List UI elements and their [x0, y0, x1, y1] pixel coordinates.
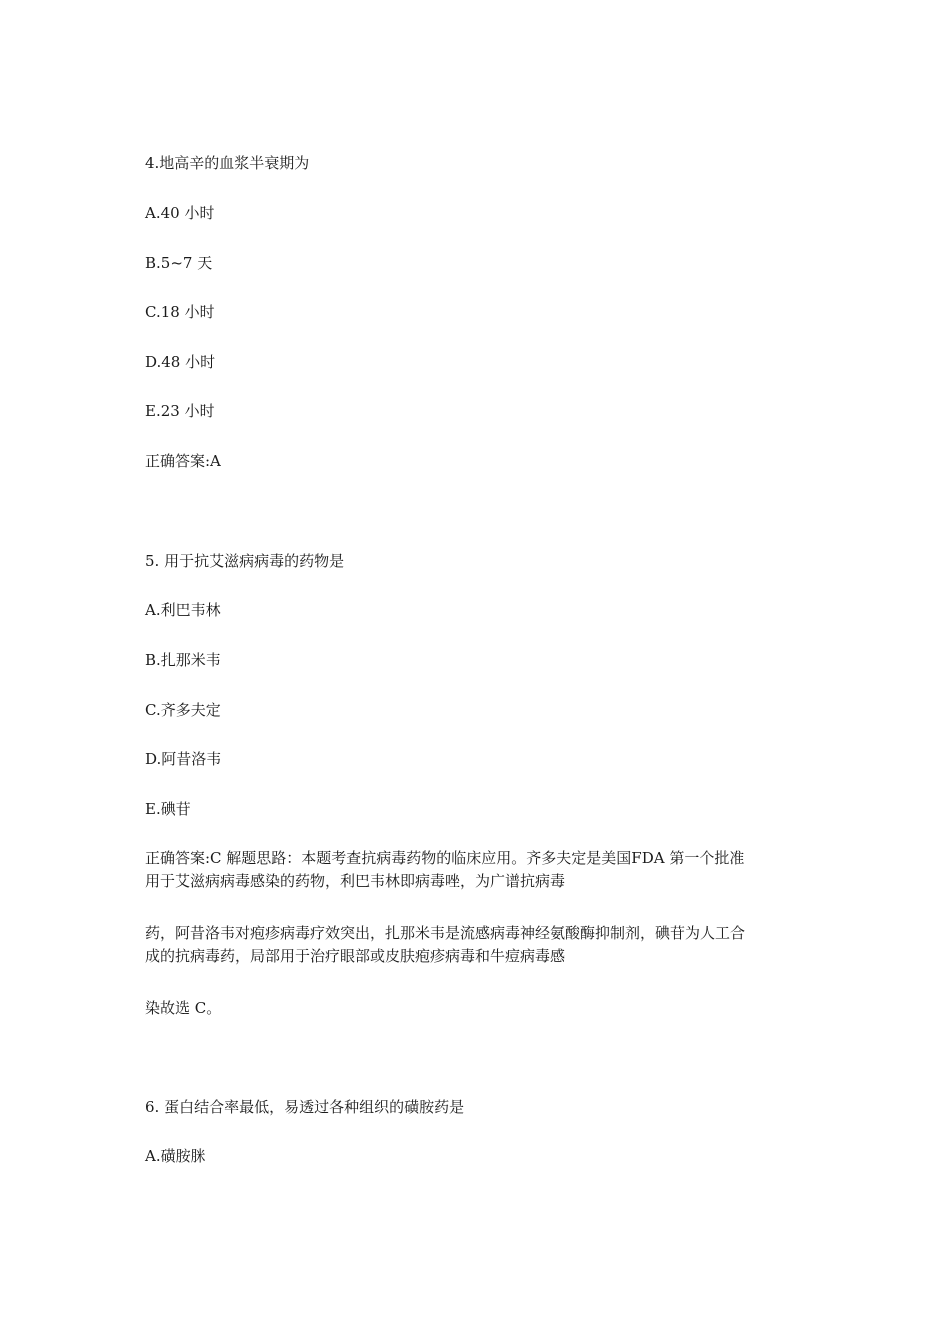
answer-line: 用于艾滋病病毒感染的药物，利巴韦林即病毒唑，为广谱抗病毒 [145, 872, 566, 890]
question-5-stem: 5. 用于抗艾滋病病毒的药物是 [145, 552, 345, 570]
question-5-option-a: A.利巴韦林 [145, 601, 221, 619]
question-5-option-b: B.扎那米韦 [145, 651, 221, 669]
question-6-option-a: A.磺胺脒 [145, 1147, 206, 1165]
question-4-option-e: E.23 小时 [145, 402, 215, 420]
question-6-stem: 6. 蛋白结合率最低，易透过各种组织的磺胺药是 [145, 1098, 465, 1116]
question-5-option-c: C.齐多夫定 [145, 701, 221, 719]
question-5-answer-conclusion: 染故选 C。 [145, 999, 222, 1017]
question-4-stem: 4.地高辛的血浆半衰期为 [145, 154, 310, 172]
answer-line: 药，阿昔洛韦对疱疹病毒疗效突出，扎那米韦是流感病毒神经氨酸酶抑制剂，碘苷为人工合 [145, 924, 746, 942]
question-5-option-e: E.碘苷 [145, 800, 191, 818]
question-4-option-d: D.48 小时 [145, 353, 216, 371]
question-4-option-a: A.40 小时 [145, 204, 215, 222]
question-5-answer-explanation-part1 [145, 847, 815, 893]
question-5-option-d: D.阿昔洛韦 [145, 750, 222, 768]
answer-line: 成的抗病毒药，局部用于治疗眼部或皮肤疱疹病毒和牛痘病毒感 [145, 947, 566, 965]
question-4-answer: 正确答案:A [145, 452, 221, 470]
question-4-option-b: B.5~7 天 [145, 254, 213, 272]
answer-line: 正确答案:C 解题思路：本题考查抗病毒药物的临床应用。齐多夫定是美国FDA 第一个批准 [145, 849, 745, 867]
question-4-option-c: C.18 小时 [145, 303, 215, 321]
question-5-answer-explanation-part2 [145, 922, 815, 968]
